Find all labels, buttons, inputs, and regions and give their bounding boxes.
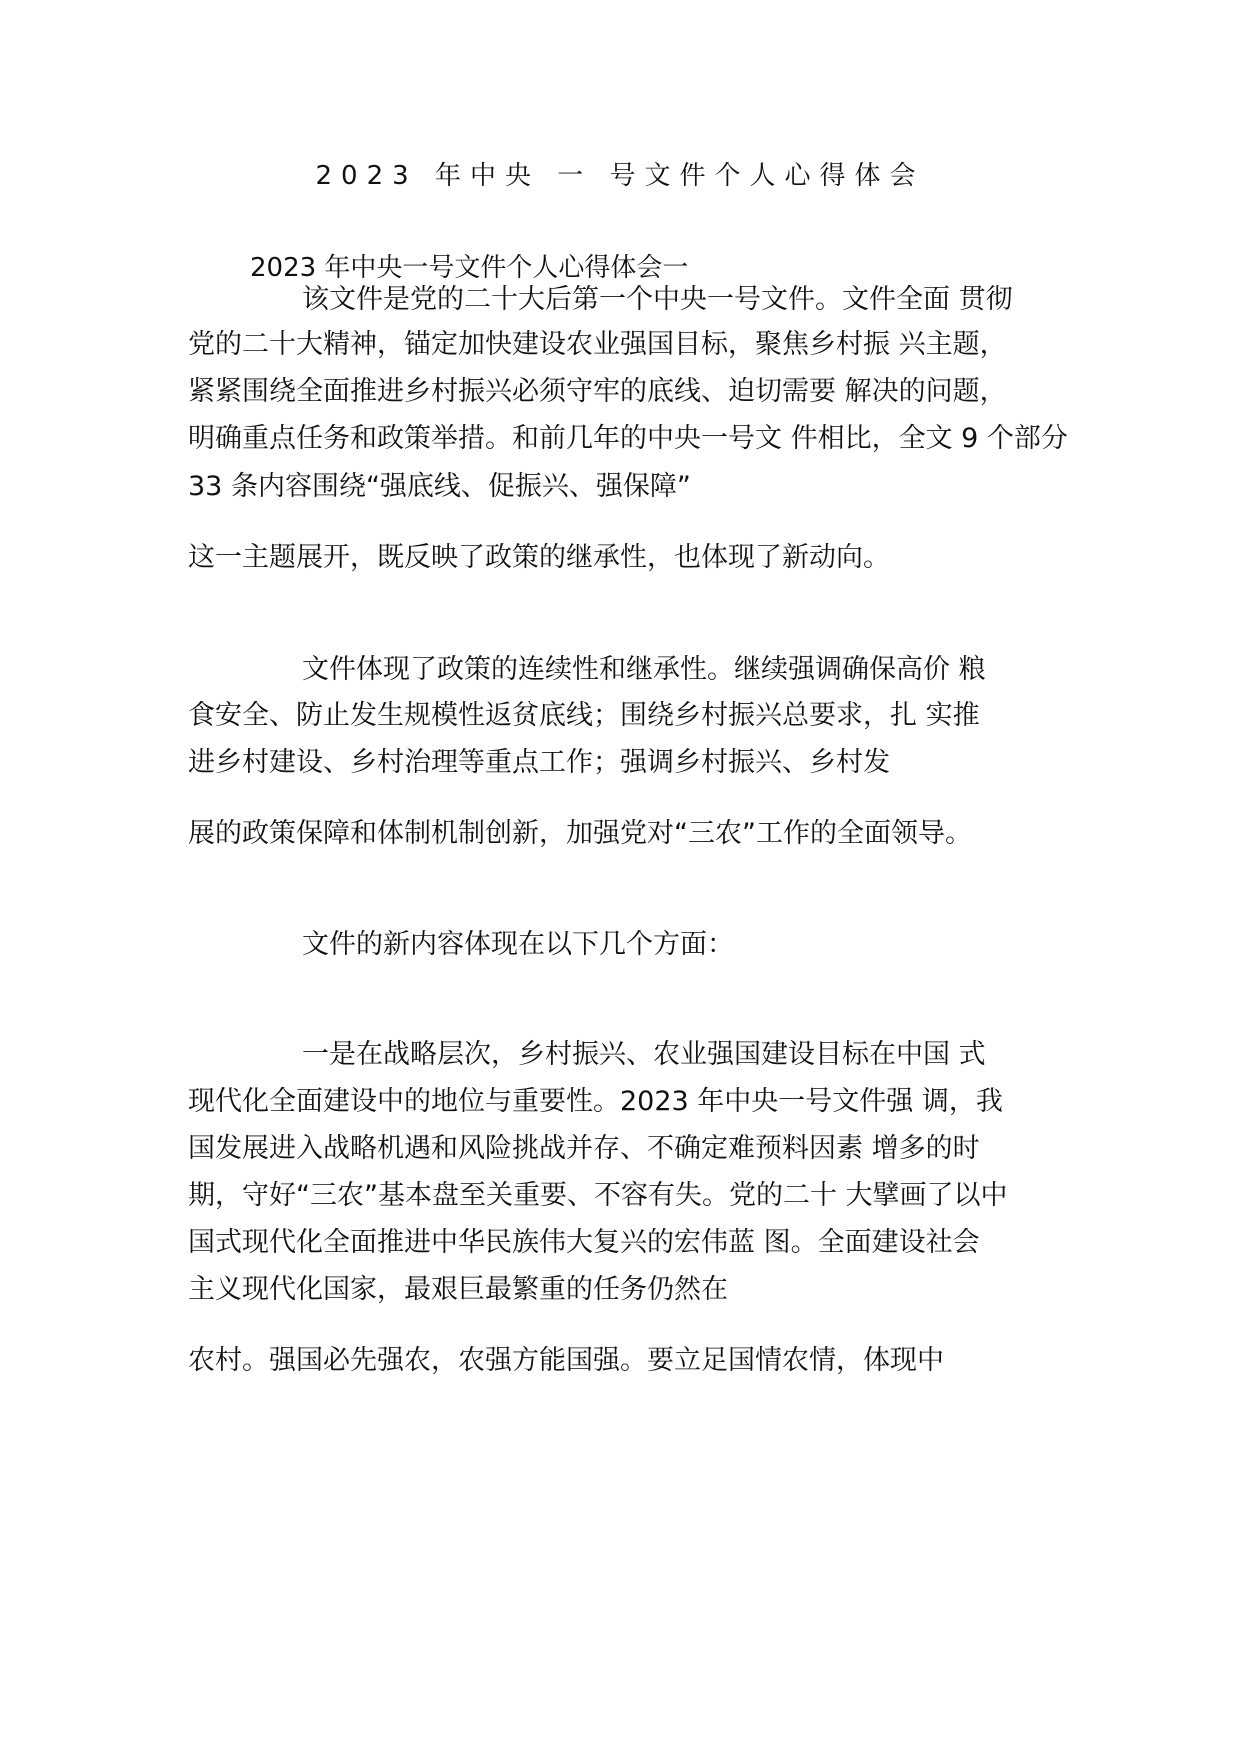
paragraph-line: 紧紧围绕全面推进乡村振兴必须守牢的底线、迫切需要 解决的问题， bbox=[188, 376, 1007, 407]
document-title: 2023 年中央 一 号文件个人心得体会 bbox=[315, 161, 925, 191]
paragraph-line: 该文件是党的二十大后第一个中央一号文件。文件全面 贯彻 bbox=[302, 284, 1013, 315]
paragraph-line: 这一主题展开，既反映了政策的继承性，也体现了新动向。 bbox=[188, 542, 890, 573]
paragraph-line: 食安全、防止发生规模性返贫底线；围绕乡村振兴总要求，扎 实推 bbox=[188, 700, 980, 731]
paragraph-line: 期，守好“三农”基本盘至关重要、不容有失。党的二十 大擘画了以中 bbox=[188, 1180, 1008, 1211]
paragraph-line: 党的二十大精神，锚定加快建设农业强国目标，聚焦乡村振 兴主题， bbox=[188, 329, 1007, 360]
paragraph-line: 一是在战略层次，乡村振兴、农业强国建设目标在中国 式 bbox=[302, 1039, 986, 1070]
paragraph-line: 文件体现了政策的连续性和继承性。继续强调确保高价 粮 bbox=[302, 654, 986, 685]
paragraph-line: 现代化全面建设中的地位与重要性。2023 年中央一号文件强 调，我 bbox=[188, 1086, 1003, 1117]
paragraph-line: 进乡村建设、乡村治理等重点工作；强调乡村振兴、乡村发 bbox=[188, 747, 890, 778]
paragraph-line: 明确重点任务和政策举措。和前几年的中央一号文 件相比，全文 9 个部分 bbox=[188, 423, 1068, 454]
document-subtitle: 2023 年中央一号文件个人心得体会一 bbox=[250, 253, 689, 283]
paragraph-line: 展的政策保障和体制机制创新，加强党对“三农”工作的全面领导。 bbox=[188, 818, 972, 849]
paragraph-line: 33 条内容围绕“强底线、促振兴、强保障” bbox=[188, 471, 691, 502]
paragraph-line: 国发展进入战略机遇和风险挑战并存、不确定难预料因素 增多的时 bbox=[188, 1133, 980, 1164]
paragraph-line: 文件的新内容体现在以下几个方面： bbox=[302, 929, 734, 960]
paragraph-line: 国式现代化全面推进中华民族伟大复兴的宏伟蓝 图。全面建设社会 bbox=[188, 1227, 980, 1258]
paragraph-line: 主义现代化国家，最艰巨最繁重的任务仍然在 bbox=[188, 1274, 728, 1305]
paragraph-line: 农村。强国必先强农，农强方能国强。要立足国情农情，体现中 bbox=[188, 1345, 944, 1376]
